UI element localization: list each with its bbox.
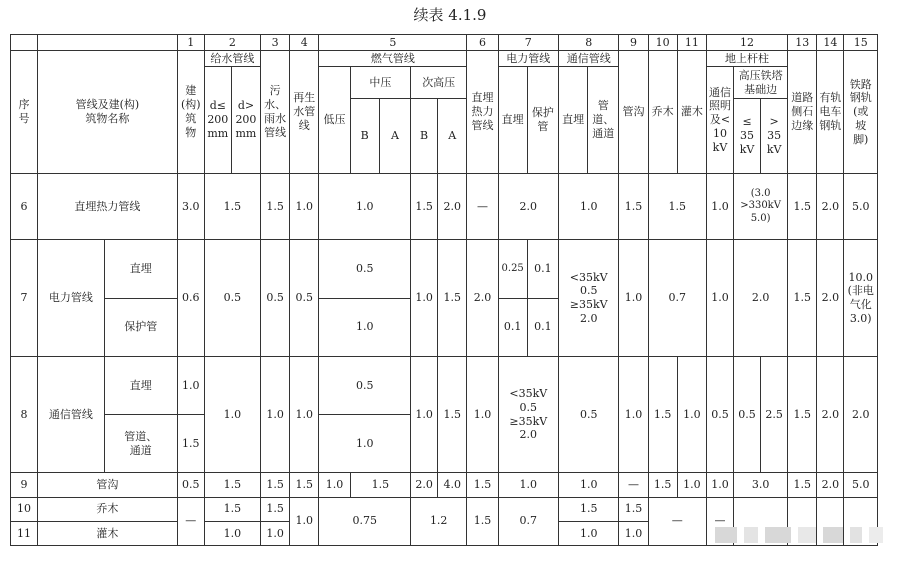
header-mid-b: B — [350, 99, 379, 173]
cell: 1.0 — [619, 240, 648, 357]
cell: 1.5 — [619, 497, 648, 521]
cell: 0.25 — [498, 240, 527, 298]
cell: 1.5 — [438, 240, 467, 357]
row-subname: 直埋 — [104, 240, 177, 298]
cell: 0.5 — [261, 240, 290, 357]
header-heat: 直埋 热力 管线 — [467, 51, 498, 174]
cell: 0.7 — [498, 497, 558, 545]
cell: — — [648, 497, 706, 545]
cell: — — [706, 497, 733, 545]
cell: 1.0 — [177, 356, 204, 414]
col-number: 1 — [177, 35, 204, 51]
header-water-small: d≤ 200 mm — [204, 67, 231, 174]
row-subname: 管道、 通道 — [104, 415, 177, 473]
header-sub-a: A — [438, 99, 467, 173]
header-pole-hv: 高压铁塔 基础边 — [734, 67, 788, 99]
col-number: 13 — [788, 35, 817, 51]
cell: 5.0 — [844, 173, 878, 239]
column-number-row — [11, 35, 878, 51]
header-pole-le35: ≤ 35 kV — [734, 99, 761, 173]
cell: 1.0 — [619, 356, 648, 473]
cell: (3.0 >330kV 5.0) — [734, 173, 788, 239]
cell: 0.1 — [527, 240, 558, 298]
row-subname: 直埋 — [104, 356, 177, 414]
col-number: 10 — [648, 35, 677, 51]
cell: 1.5 — [788, 356, 817, 473]
header-seq: 序 号 — [11, 51, 38, 174]
cell: 1.0 — [559, 173, 619, 239]
cell: 0.5 — [290, 240, 319, 357]
cell: 1.5 — [204, 473, 260, 497]
col-number: 5 — [319, 35, 467, 51]
cell: 1.0 — [319, 473, 350, 497]
row-no: 7 — [11, 240, 38, 357]
cell: 1.0 — [261, 521, 290, 545]
cell: 1.0 — [411, 356, 438, 473]
cell: 0.75 — [319, 497, 411, 545]
cell: 2.5 — [761, 356, 788, 473]
header-mid: 中压 — [350, 67, 410, 99]
cell: 0.1 — [498, 298, 527, 356]
cell: 2.0 — [438, 173, 467, 239]
cell: <35kV 0.5 ≥35kV 2.0 — [559, 240, 619, 357]
cell: 0.5 — [706, 356, 733, 473]
cell: 1.5 — [290, 473, 319, 497]
cell: 1.5 — [788, 473, 817, 497]
header-gas: 燃气管线 — [319, 51, 467, 67]
cell: 1.0 — [677, 473, 706, 497]
cell: 1.5 — [350, 473, 410, 497]
row-name: 通信管线 — [38, 356, 105, 473]
header-water: 给水管线 — [204, 51, 260, 67]
header-power-pipe: 保护 管 — [527, 67, 558, 174]
header-curb: 道路 侧石 边缘 — [788, 51, 817, 174]
row-name: 电力管线 — [38, 240, 105, 357]
header-name: 管线及建(构) 筑物名称 — [38, 51, 178, 174]
row-subname: 保护管 — [104, 298, 177, 356]
header-sub-b: B — [411, 99, 438, 173]
cell: 1.5 — [467, 497, 498, 545]
row-no: 9 — [11, 473, 38, 497]
header-row-a — [11, 51, 878, 67]
header-mid-a: A — [379, 99, 410, 173]
col-number: 3 — [261, 35, 290, 51]
cell: 1.0 — [619, 521, 648, 545]
cell: 0.5 — [734, 356, 761, 473]
header-comm: 通信管线 — [559, 51, 619, 67]
cell: 2.0 — [734, 240, 788, 357]
cell: 1.5 — [788, 240, 817, 357]
cell: 1.0 — [204, 521, 260, 545]
cell: 1.0 — [706, 473, 733, 497]
header-tree: 乔木 — [648, 51, 677, 174]
spacing-table — [10, 34, 878, 546]
row-no: 10 — [11, 497, 38, 521]
cell: 3.0 — [177, 173, 204, 239]
cell: 0.5 — [204, 240, 260, 357]
row-name: 直埋热力管线 — [38, 173, 178, 239]
cell: 5.0 — [844, 473, 878, 497]
cell: 2.0 — [411, 473, 438, 497]
cell: 1.5 — [788, 173, 817, 239]
cell: 1.0 — [706, 240, 733, 357]
cell: 1.5 — [261, 473, 290, 497]
cell: 2.0 — [817, 173, 844, 239]
header-sub-high: 次高压 — [411, 67, 467, 99]
col-number: 9 — [619, 35, 648, 51]
header-pole-gt35: > 35 kV — [761, 99, 788, 173]
cell: 1.0 — [411, 240, 438, 357]
blank-cell — [38, 35, 178, 51]
table-row — [11, 356, 878, 414]
cell: 1.5 — [619, 173, 648, 239]
cell: 1.0 — [706, 173, 733, 239]
cell: 3.0 — [734, 473, 788, 497]
cell: 2.0 — [817, 473, 844, 497]
cell: 1.0 — [261, 356, 290, 473]
header-sewage: 污 水、 雨水 管线 — [261, 51, 290, 174]
header-power-direct: 直埋 — [498, 67, 527, 174]
cell: 1.5 — [438, 356, 467, 473]
cell: 1.2 — [411, 497, 467, 545]
cell: 0.6 — [177, 240, 204, 357]
header-pole: 地上杆柱 — [706, 51, 787, 67]
header-shrub: 灌木 — [677, 51, 706, 174]
row-name: 乔木 — [38, 497, 178, 521]
header-low: 低压 — [319, 67, 350, 174]
row-no: 11 — [11, 521, 38, 545]
header-comm-direct: 直埋 — [559, 67, 588, 174]
header-rail: 有轨 电车 钢轨 — [817, 51, 844, 174]
cell: <35kV 0.5 ≥35kV 2.0 — [498, 356, 558, 473]
cell: 10.0 (非电 气化 3.0) — [844, 240, 878, 357]
col-number: 8 — [559, 35, 619, 51]
cell: 1.5 — [411, 173, 438, 239]
col-number: 14 — [817, 35, 844, 51]
header-recycled: 再生 水管 线 — [290, 51, 319, 174]
row-name: 灌木 — [38, 521, 178, 545]
col-number: 6 — [467, 35, 498, 51]
header-power: 电力管线 — [498, 51, 558, 67]
cell: 1.5 — [204, 173, 260, 239]
cell: 0.7 — [648, 240, 706, 357]
cell: 0.5 — [559, 356, 619, 473]
cell: 1.0 — [319, 415, 411, 473]
col-number: 2 — [204, 35, 260, 51]
cell: 0.1 — [527, 298, 558, 356]
header-trench: 管沟 — [619, 51, 648, 174]
col-number: 11 — [677, 35, 706, 51]
cell: 1.5 — [648, 173, 706, 239]
cell: — — [467, 173, 498, 239]
header-pole-light: 通信 照明 及< 10 kV — [706, 67, 733, 174]
cell: 2.0 — [817, 356, 844, 473]
cell: 1.5 — [204, 497, 260, 521]
cell: 1.5 — [648, 473, 677, 497]
cell: 1.0 — [498, 473, 558, 497]
cell: 2.0 — [498, 173, 558, 239]
cell: 1.5 — [559, 497, 619, 521]
cell: 1.0 — [290, 497, 319, 545]
table-row — [11, 497, 878, 521]
blank-cell — [11, 35, 38, 51]
cell: 1.0 — [319, 173, 411, 239]
cell: 1.0 — [290, 173, 319, 239]
cell: 1.0 — [290, 356, 319, 473]
cell: 0.5 — [319, 240, 411, 298]
header-building: 建 (构) 筑 物 — [177, 51, 204, 174]
col-number: 12 — [706, 35, 787, 51]
cell: 2.0 — [844, 356, 878, 473]
cell: 1.5 — [648, 356, 677, 473]
cell: 0.5 — [177, 473, 204, 497]
cell: — — [177, 497, 204, 545]
watermark-blur — [715, 522, 885, 548]
table-caption: 续表 4.1.9 — [413, 6, 487, 24]
row-no: 8 — [11, 356, 38, 473]
cell: 2.0 — [817, 240, 844, 357]
table-row — [11, 240, 878, 298]
table-row — [11, 473, 878, 497]
col-number: 15 — [844, 35, 878, 51]
cell: 2.0 — [467, 240, 498, 357]
cell: 4.0 — [438, 473, 467, 497]
cell: 1.0 — [559, 473, 619, 497]
header-comm-duct: 管 道、 通道 — [588, 67, 619, 174]
cell: 1.0 — [677, 356, 706, 473]
spacing-table-container — [10, 34, 878, 546]
table-row — [11, 173, 878, 239]
col-number: 7 — [498, 35, 558, 51]
header-railway: 铁路 钢轨 (或 坡 脚) — [844, 51, 878, 174]
row-name: 管沟 — [38, 473, 178, 497]
cell: 1.5 — [261, 497, 290, 521]
cell: 1.0 — [204, 356, 260, 473]
row-no: 6 — [11, 173, 38, 239]
cell: 1.0 — [319, 298, 411, 356]
col-number: 4 — [290, 35, 319, 51]
cell: 1.0 — [559, 521, 619, 545]
header-water-large: d> 200 mm — [231, 67, 260, 174]
cell: 0.5 — [319, 356, 411, 414]
cell: 1.0 — [467, 356, 498, 473]
cell: 1.5 — [261, 173, 290, 239]
cell: 1.5 — [467, 473, 498, 497]
cell: — — [619, 473, 648, 497]
cell: 1.5 — [177, 415, 204, 473]
